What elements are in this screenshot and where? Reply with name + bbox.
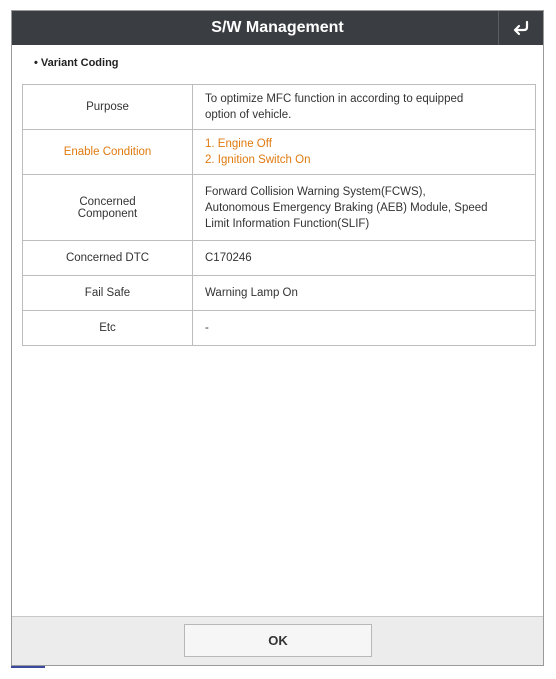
table-row xyxy=(23,175,536,241)
title-bar xyxy=(12,11,543,45)
label-line: Concerned xyxy=(79,195,136,208)
window-title: S/W Management xyxy=(211,19,344,36)
value-line: 2. Ignition Switch On xyxy=(205,154,311,166)
value-line: Forward Collision Warning System(FCWS), xyxy=(205,185,426,198)
back-button[interactable] xyxy=(498,11,543,45)
value-line: 1. Engine Off xyxy=(205,138,272,150)
row-label: Concerned DTC xyxy=(23,241,193,276)
row-value xyxy=(193,85,536,130)
row-label: Fail Safe xyxy=(23,276,193,311)
sw-management-window xyxy=(11,10,544,666)
table-row xyxy=(23,85,536,130)
table-row xyxy=(23,241,536,276)
return-arrow-icon xyxy=(511,20,531,36)
ok-button[interactable]: OK xyxy=(184,624,372,657)
corner-accent-mark xyxy=(11,666,45,668)
row-label: Etc xyxy=(23,311,193,346)
table-row xyxy=(23,130,536,175)
value-line: Autonomous Emergency Braking (AEB) Module, Speed xyxy=(205,201,488,214)
row-value: - xyxy=(193,311,536,346)
value-line: To optimize MFC function in according to equipped xyxy=(205,93,464,105)
table-row xyxy=(23,276,536,311)
section-label: • Variant Coding xyxy=(34,57,119,69)
row-value: C170246 xyxy=(193,241,536,276)
row-value: Warning Lamp On xyxy=(193,276,536,311)
row-label: Purpose xyxy=(23,85,193,130)
row-label: Enable Condition xyxy=(23,130,193,175)
label-line: Component xyxy=(77,207,138,220)
table-row xyxy=(23,311,536,346)
dialog-footer xyxy=(12,616,543,665)
row-value xyxy=(193,130,536,175)
value-line: Limit Information Function(SLIF) xyxy=(205,217,370,230)
row-value xyxy=(193,175,536,241)
value-line: option of vehicle. xyxy=(205,109,292,121)
variant-coding-table xyxy=(22,84,536,346)
row-label xyxy=(23,175,193,241)
